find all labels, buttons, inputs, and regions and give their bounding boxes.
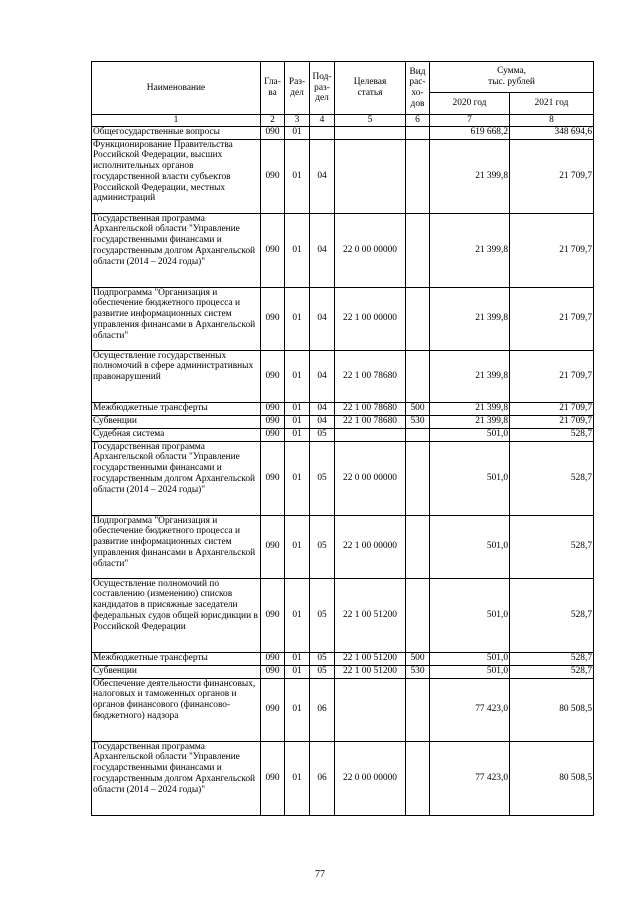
- row-glava: 090: [261, 213, 285, 287]
- row-name: Субвенции: [92, 665, 261, 678]
- row-glava: 090: [261, 741, 285, 815]
- row-razdel: 01: [285, 402, 310, 415]
- budget-table: [91, 61, 594, 816]
- table-row: [92, 741, 594, 815]
- row-podrazdel: [310, 126, 335, 139]
- row-expense-type: 500: [406, 652, 430, 665]
- row-target-article: 22 0 00 00000: [335, 213, 406, 287]
- column-number: 1: [92, 115, 261, 127]
- row-amount-2021: 528,7: [510, 441, 594, 515]
- column-number: 3: [285, 115, 310, 127]
- row-razdel: 01: [285, 428, 310, 441]
- row-amount-2020: 21 399,8: [430, 139, 510, 213]
- table-row: [92, 578, 594, 652]
- header-year-2021: 2021 год: [510, 92, 594, 114]
- row-razdel: 01: [285, 350, 310, 402]
- row-podrazdel: 04: [310, 402, 335, 415]
- row-podrazdel: 06: [310, 741, 335, 815]
- row-name: Государственная программа Архангельской области "Управление государственными финансами и государственным долгом Архангельской области (2014 – 2024 годы)": [92, 441, 261, 515]
- row-target-article: 22 1 00 51200: [335, 665, 406, 678]
- row-podrazdel: 05: [310, 428, 335, 441]
- row-amount-2020: 77 423,0: [430, 741, 510, 815]
- row-expense-type: [406, 578, 430, 652]
- row-amount-2020: 21 399,8: [430, 415, 510, 428]
- row-glava: 090: [261, 441, 285, 515]
- table-row: [92, 415, 594, 428]
- row-target-article: [335, 139, 406, 213]
- row-expense-type: [406, 741, 430, 815]
- row-name: Функционирование Правительства Российской Федерации, высших исполнительных органов государственной власти субъектов Российской Федерации, местных администраций: [92, 139, 261, 213]
- row-glava: 090: [261, 139, 285, 213]
- table-row: [92, 402, 594, 415]
- row-target-article: 22 1 00 51200: [335, 578, 406, 652]
- row-target-article: 22 1 00 78680: [335, 350, 406, 402]
- row-name: Обеспечение деятельности финансовых, налоговых и таможенных органов и органов финансового (финансово-бюджетного) надзора: [92, 678, 261, 741]
- row-target-article: [335, 428, 406, 441]
- row-expense-type: [406, 678, 430, 741]
- row-amount-2020: 501,0: [430, 515, 510, 578]
- row-glava: 090: [261, 126, 285, 139]
- row-amount-2021: 80 508,5: [510, 741, 594, 815]
- row-target-article: 22 1 00 00000: [335, 287, 406, 350]
- row-expense-type: [406, 350, 430, 402]
- row-name: Подпрограмма "Организация и обеспечение бюджетного процесса и развитие информационных систем управления финансами в Архангельской области": [92, 515, 261, 578]
- row-amount-2021: 528,7: [510, 578, 594, 652]
- header-razdel: Раз- дел: [285, 62, 310, 115]
- row-glava: 090: [261, 515, 285, 578]
- row-amount-2020: 501,0: [430, 428, 510, 441]
- row-target-article: 22 1 00 78680: [335, 415, 406, 428]
- row-name: Государственная программа Архангельской области "Управление государственными финансами и государственным долгом Архангельской области (2014 – 2024 годы)": [92, 741, 261, 815]
- row-target-article: [335, 126, 406, 139]
- row-podrazdel: 04: [310, 350, 335, 402]
- row-expense-type: 530: [406, 415, 430, 428]
- column-number: 7: [430, 115, 510, 127]
- row-razdel: 01: [285, 652, 310, 665]
- row-amount-2020: 501,0: [430, 578, 510, 652]
- header-vid: Вид рас- хо- дов: [406, 62, 430, 115]
- row-razdel: 01: [285, 287, 310, 350]
- row-glava: 090: [261, 287, 285, 350]
- row-target-article: 22 0 00 00000: [335, 741, 406, 815]
- table-row: [92, 428, 594, 441]
- column-number: 8: [510, 115, 594, 127]
- row-amount-2020: 21 399,8: [430, 402, 510, 415]
- table-body: [92, 126, 594, 815]
- row-name: Осуществление государственных полномочий в сфере административных правонарушений: [92, 350, 261, 402]
- row-amount-2021: 21 709,7: [510, 402, 594, 415]
- row-podrazdel: 06: [310, 678, 335, 741]
- row-name: Межбюджетные трансферты: [92, 402, 261, 415]
- row-target-article: 22 0 00 00000: [335, 441, 406, 515]
- row-razdel: 01: [285, 213, 310, 287]
- row-amount-2020: 77 423,0: [430, 678, 510, 741]
- page-number: 77: [315, 869, 325, 880]
- row-razdel: 01: [285, 139, 310, 213]
- row-expense-type: [406, 428, 430, 441]
- column-number: 6: [406, 115, 430, 127]
- row-podrazdel: 04: [310, 213, 335, 287]
- row-name: Подпрограмма "Организация и обеспечение бюджетного процесса и развитие информационных систем управления финансами в Архангельской области": [92, 287, 261, 350]
- table-row: [92, 678, 594, 741]
- row-glava: 090: [261, 402, 285, 415]
- row-expense-type: [406, 515, 430, 578]
- row-glava: 090: [261, 350, 285, 402]
- header-glava: Гла- ва: [261, 62, 285, 115]
- row-razdel: 01: [285, 741, 310, 815]
- table-row: [92, 287, 594, 350]
- row-name: Судебная система: [92, 428, 261, 441]
- row-amount-2020: 501,0: [430, 441, 510, 515]
- row-podrazdel: 05: [310, 578, 335, 652]
- row-target-article: 22 1 00 00000: [335, 515, 406, 578]
- row-amount-2020: 501,0: [430, 665, 510, 678]
- table-row: [92, 652, 594, 665]
- column-number-row: [92, 115, 594, 127]
- row-expense-type: [406, 287, 430, 350]
- row-podrazdel: 04: [310, 415, 335, 428]
- row-expense-type: 530: [406, 665, 430, 678]
- row-razdel: 01: [285, 678, 310, 741]
- row-razdel: 01: [285, 441, 310, 515]
- row-amount-2021: 21 709,7: [510, 139, 594, 213]
- row-razdel: 01: [285, 515, 310, 578]
- row-name: Межбюджетные трансферты: [92, 652, 261, 665]
- header-year-2020: 2020 год: [430, 92, 510, 114]
- row-amount-2020: 619 668,2: [430, 126, 510, 139]
- column-number: 2: [261, 115, 285, 127]
- row-target-article: 22 1 00 78680: [335, 402, 406, 415]
- row-amount-2020: 501,0: [430, 652, 510, 665]
- row-amount-2021: 21 709,7: [510, 415, 594, 428]
- row-razdel: 01: [285, 415, 310, 428]
- table-row: [92, 515, 594, 578]
- row-glava: 090: [261, 415, 285, 428]
- row-amount-2020: 21 399,8: [430, 350, 510, 402]
- table-row: [92, 126, 594, 139]
- row-name: Субвенции: [92, 415, 261, 428]
- row-amount-2021: 21 709,7: [510, 213, 594, 287]
- row-glava: 090: [261, 678, 285, 741]
- row-target-article: [335, 678, 406, 741]
- table-row: [92, 441, 594, 515]
- row-amount-2021: 80 508,5: [510, 678, 594, 741]
- row-glava: 090: [261, 578, 285, 652]
- row-expense-type: [406, 126, 430, 139]
- row-amount-2021: 528,7: [510, 652, 594, 665]
- table-row: [92, 213, 594, 287]
- row-amount-2021: 528,7: [510, 665, 594, 678]
- row-amount-2021: 528,7: [510, 515, 594, 578]
- header-name: Наименование: [92, 62, 261, 115]
- column-number: 5: [335, 115, 406, 127]
- row-glava: 090: [261, 428, 285, 441]
- table-row: [92, 665, 594, 678]
- row-amount-2020: 21 399,8: [430, 213, 510, 287]
- row-podrazdel: 05: [310, 515, 335, 578]
- row-target-article: 22 1 00 51200: [335, 652, 406, 665]
- row-name: Общегосударственные вопросы: [92, 126, 261, 139]
- row-expense-type: [406, 139, 430, 213]
- row-amount-2021: 528,7: [510, 428, 594, 441]
- row-name: Осуществление полномочий по составлению (изменению) списков кандидатов в присяжные заседатели федеральных судов общей юрисдикции в Российской Федерации: [92, 578, 261, 652]
- row-expense-type: [406, 213, 430, 287]
- row-podrazdel: 05: [310, 441, 335, 515]
- row-amount-2021: 21 709,7: [510, 287, 594, 350]
- row-amount-2021: 348 694,6: [510, 126, 594, 139]
- row-razdel: 01: [285, 578, 310, 652]
- row-amount-2020: 21 399,8: [430, 287, 510, 350]
- header-statya: Целевая статья: [335, 62, 406, 115]
- row-glava: 090: [261, 665, 285, 678]
- table-row: [92, 350, 594, 402]
- row-podrazdel: 04: [310, 287, 335, 350]
- row-podrazdel: 05: [310, 652, 335, 665]
- row-podrazdel: 05: [310, 665, 335, 678]
- table-row: [92, 139, 594, 213]
- row-amount-2021: 21 709,7: [510, 350, 594, 402]
- row-expense-type: [406, 441, 430, 515]
- row-expense-type: 500: [406, 402, 430, 415]
- row-glava: 090: [261, 652, 285, 665]
- column-number: 4: [310, 115, 335, 127]
- row-name: Государственная программа Архангельской области "Управление государственными финансами и государственным долгом Архангельской области (2014 – 2024 годы)": [92, 213, 261, 287]
- row-podrazdel: 04: [310, 139, 335, 213]
- header-summa: Сумма, тыс. рублей: [430, 62, 594, 93]
- row-razdel: 01: [285, 126, 310, 139]
- row-razdel: 01: [285, 665, 310, 678]
- header-podrazdel: Под- раз- дел: [310, 62, 335, 115]
